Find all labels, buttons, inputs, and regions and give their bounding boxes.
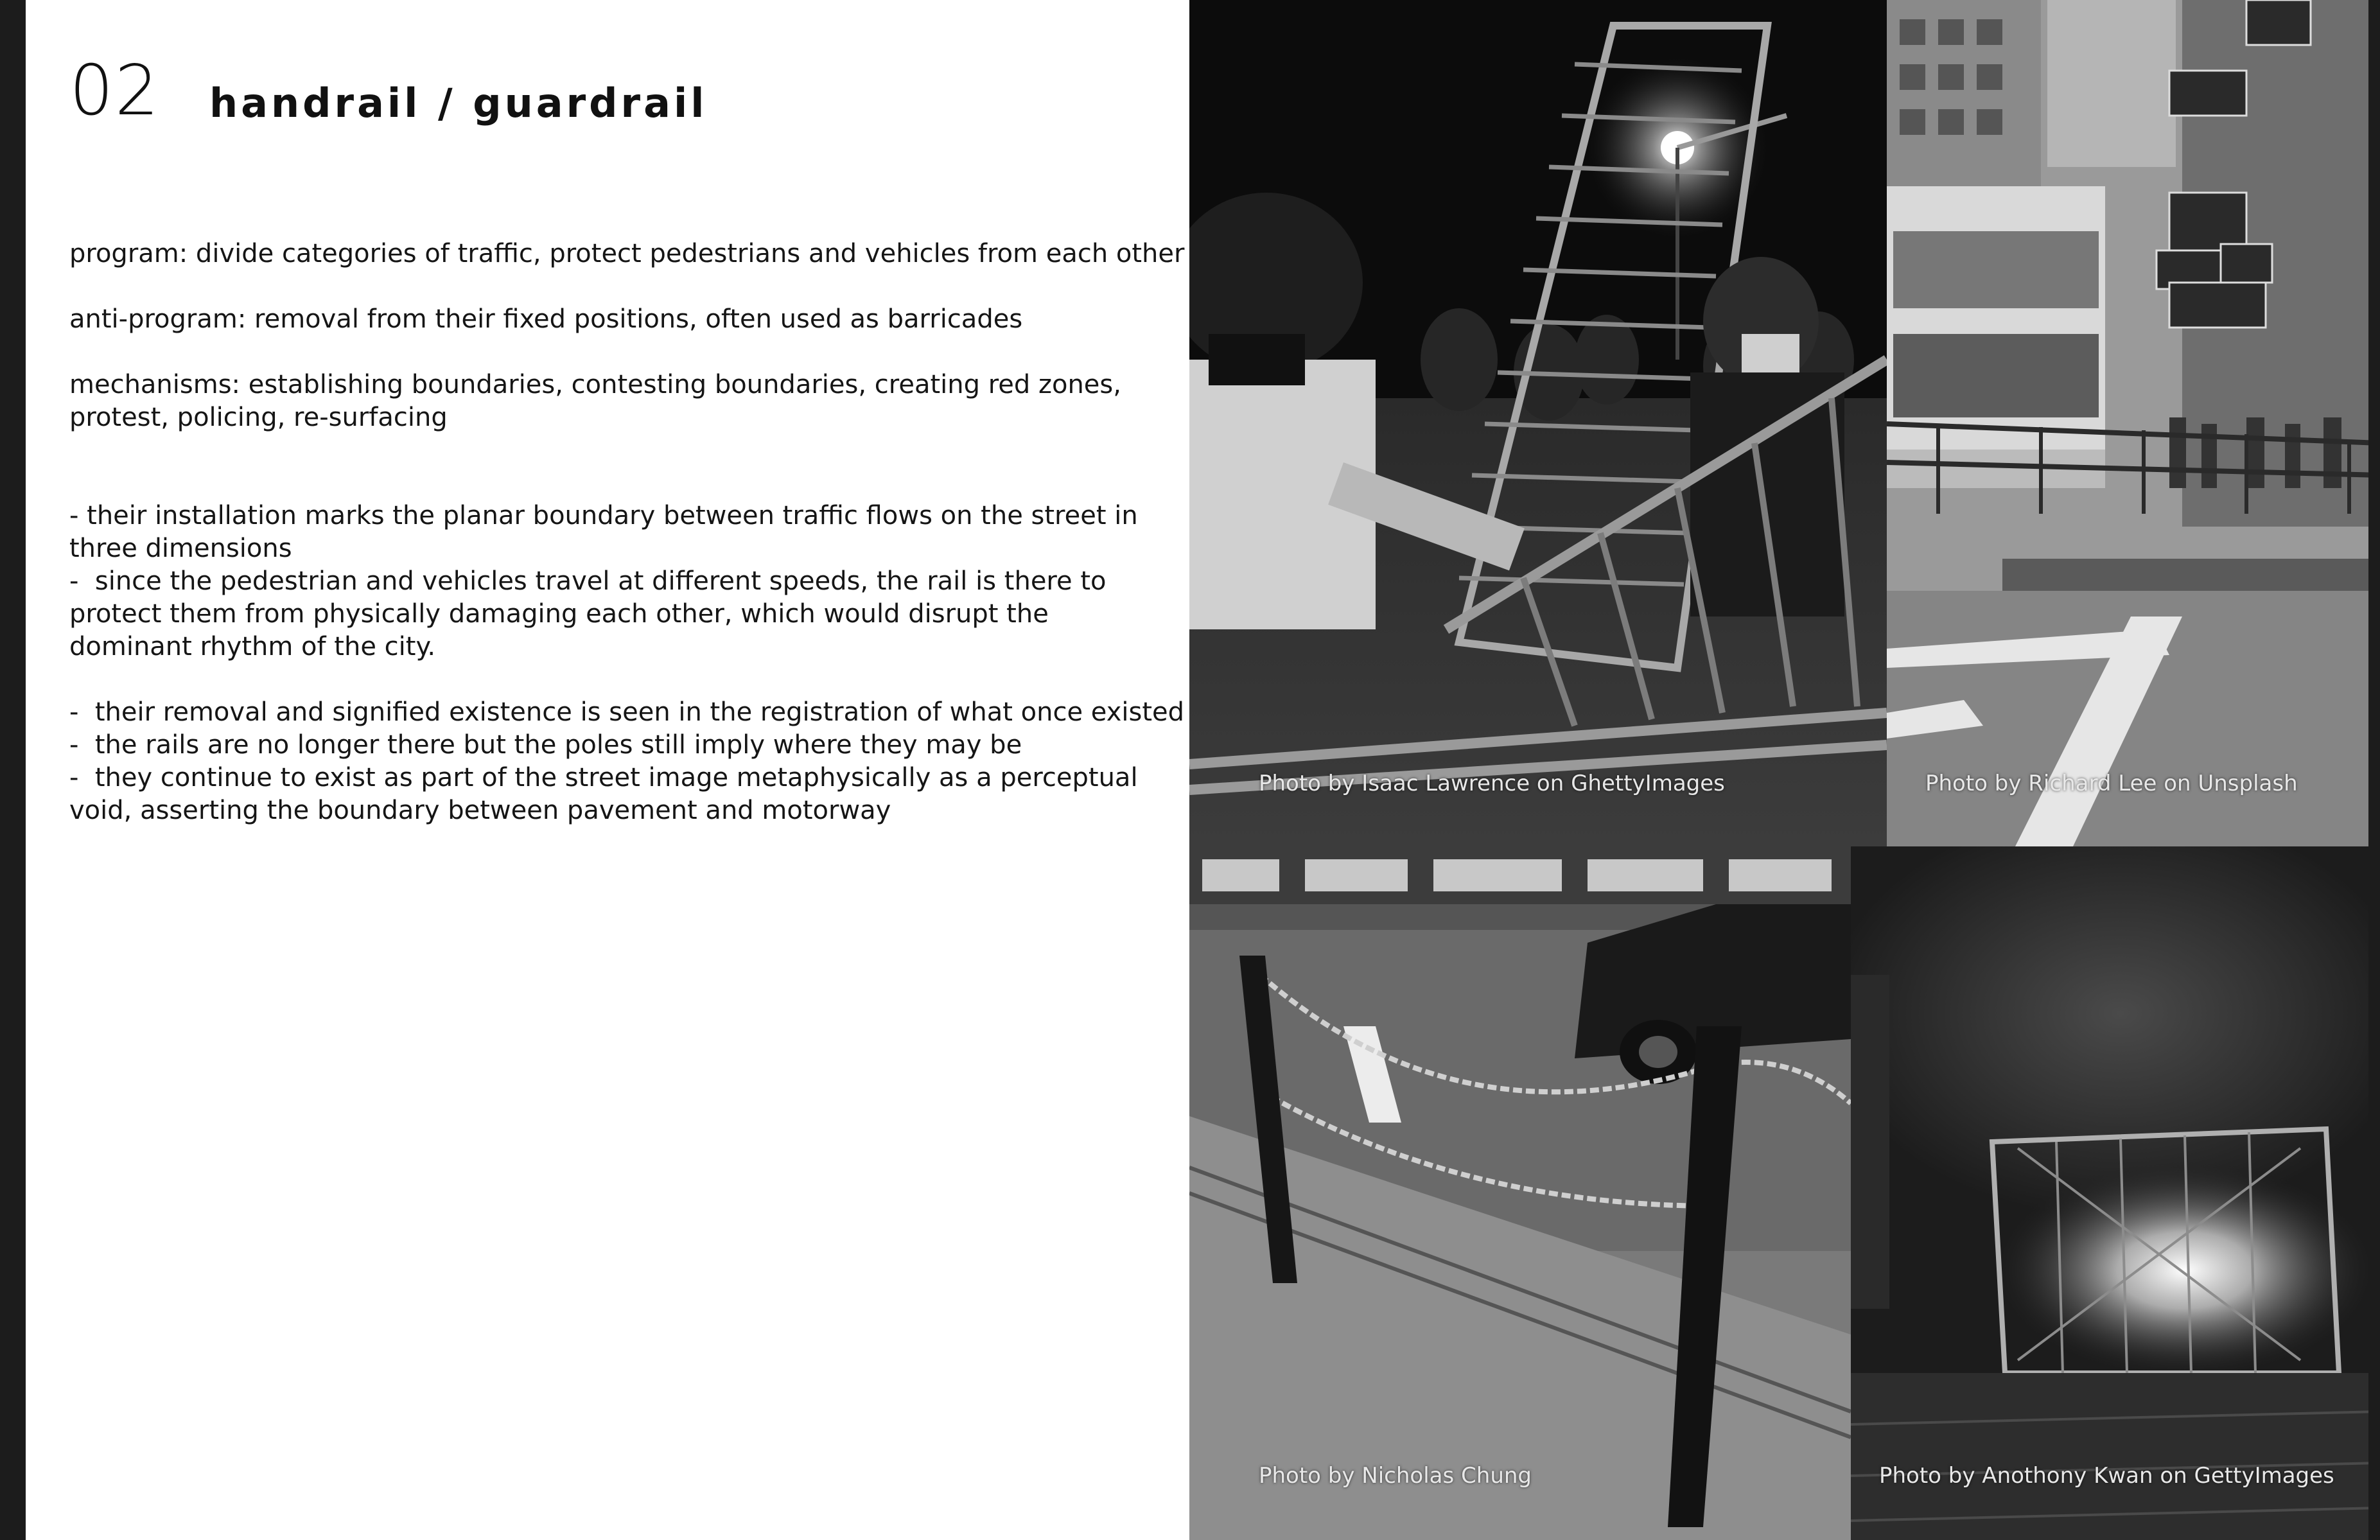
removal-line: void, asserting the boundary between pavement and motorway xyxy=(69,796,891,825)
photo-caption: Photo by Isaac Lawrence on GhettyImages xyxy=(1259,771,1725,796)
street-photo-image xyxy=(1887,0,2380,846)
installation-line: dominant rhythm of the city. xyxy=(69,632,436,661)
mechanisms-line: mechanisms: establishing boundaries, contesting boundaries, creating red zones, xyxy=(69,370,1121,399)
photo-caption: Photo by Nicholas Chung xyxy=(1259,1463,1532,1489)
text-page xyxy=(26,0,1189,1540)
left-frame-strip xyxy=(0,0,26,1540)
removal-line: - their removal and signified existence is seen in the registration of what once existed xyxy=(69,697,1185,727)
photo-poles-chain xyxy=(1189,846,1851,1540)
removal-paragraph xyxy=(69,696,1185,827)
right-frame-strip xyxy=(2368,0,2380,1540)
photo-street-bus xyxy=(1887,0,2380,846)
anti-program-paragraph xyxy=(69,303,1174,336)
photo-caption: Photo by Anothony Kwan on GettyImages xyxy=(1879,1463,2334,1489)
anti-program-line: anti-program: removal from their fixed positions, often used as barricades xyxy=(69,304,1023,334)
photo-caption: Photo by Richard Lee on Unsplash xyxy=(1925,771,2298,796)
program-line: program: divide categories of traffic, protect pedestrians and vehicles from each other xyxy=(69,239,1185,268)
installation-line: three dimensions xyxy=(69,534,292,563)
program-paragraph xyxy=(69,238,1185,270)
photo-fire-barricade xyxy=(1851,846,2380,1540)
fire-photo-image xyxy=(1851,846,2380,1540)
mechanisms-line: protest, policing, re-surfacing xyxy=(69,403,448,432)
mechanisms-paragraph xyxy=(69,369,1174,434)
installation-line: - their installation marks the planar boundary between traffic flows on the street in xyxy=(69,501,1138,530)
photo-protest-barricade xyxy=(1189,0,1887,846)
barricade-photo-image xyxy=(1189,0,1887,846)
removal-line: - they continue to exist as part of the street image metaphysically as a perceptual xyxy=(69,763,1138,792)
installation-line: protect them from physically damaging each other, which would disrupt the xyxy=(69,599,1049,629)
poles-photo-image xyxy=(1189,846,1851,1540)
installation-paragraph xyxy=(69,500,1174,663)
removal-line: - the rails are no longer there but the poles still imply where they may be xyxy=(69,730,1022,760)
installation-line: - since the pedestrian and vehicles travel at different speeds, the rail is there to xyxy=(69,566,1107,596)
section-title: handrail / guardrail xyxy=(209,80,708,127)
section-number: 02 xyxy=(69,51,161,131)
